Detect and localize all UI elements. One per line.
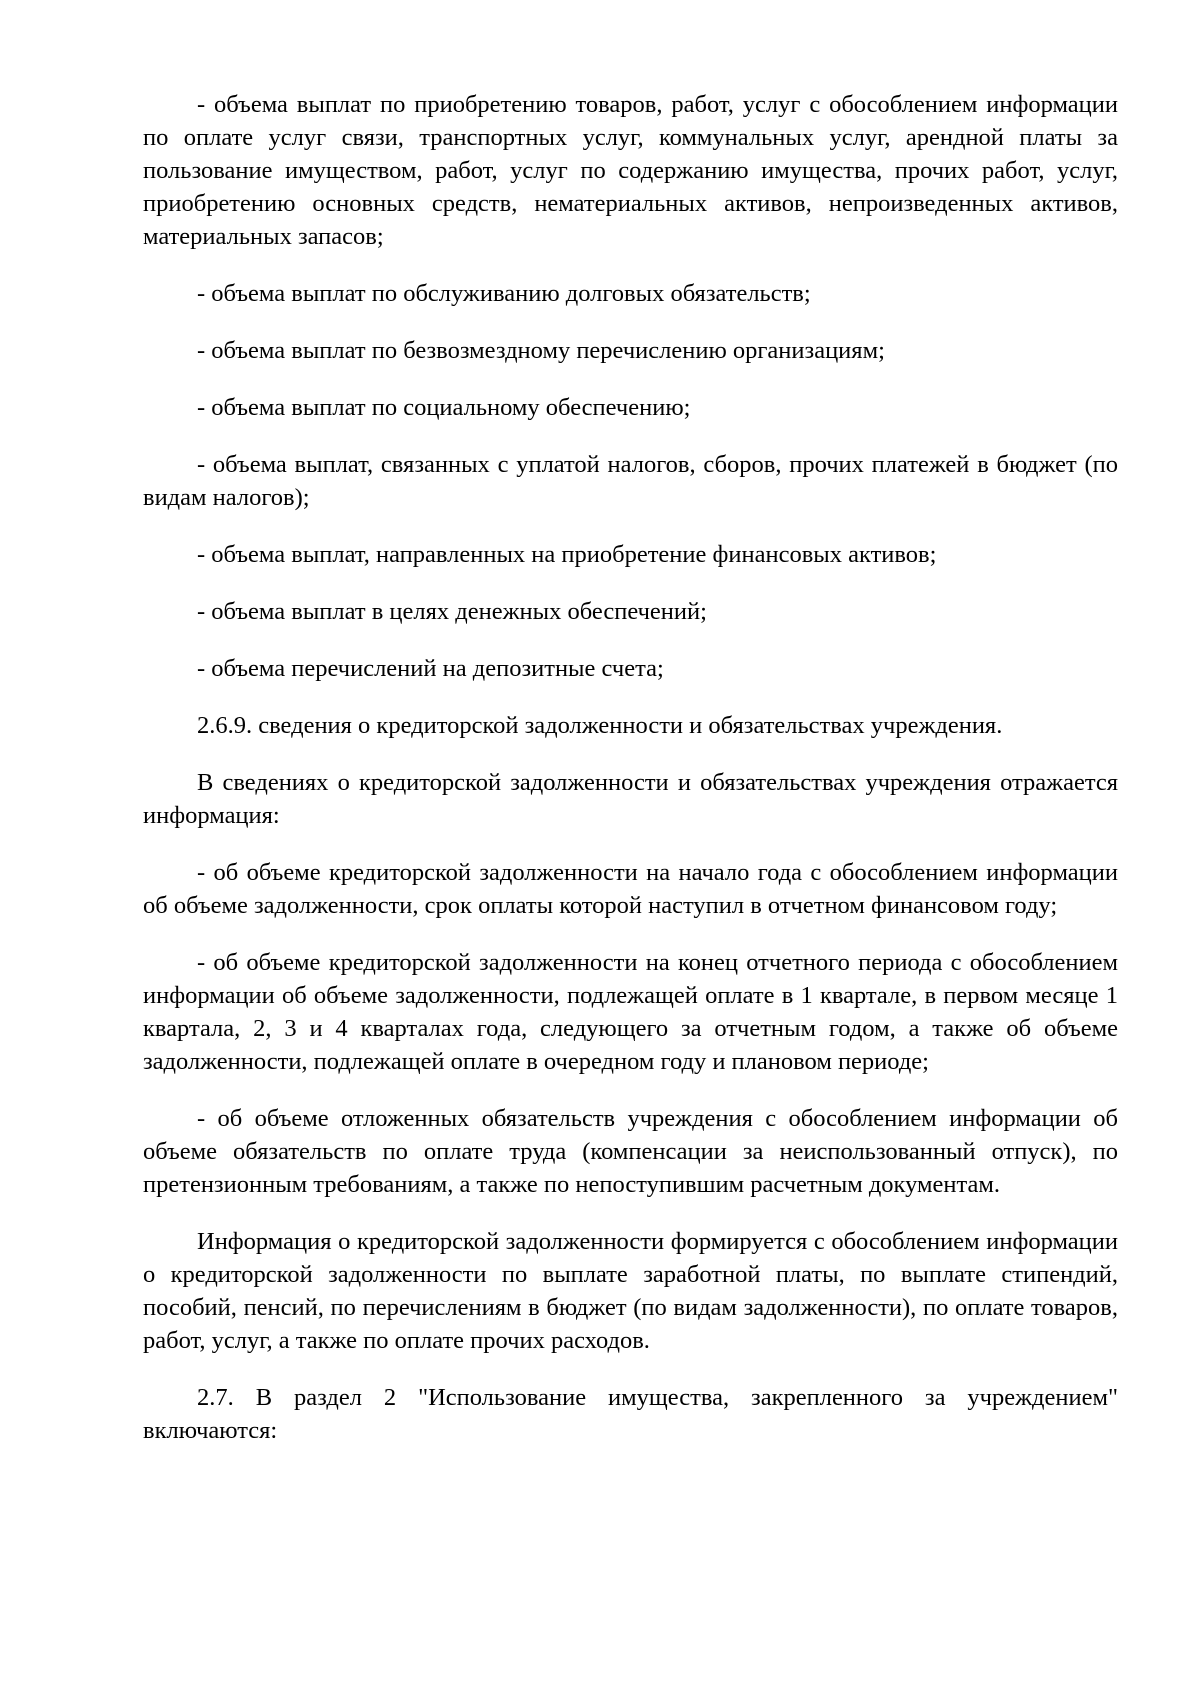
paragraph-financial-assets: - объема выплат, направленных на приобретение финансовых активов; xyxy=(197,541,937,568)
paragraph-payments-goods: - объема выплат по приобретению товаров, работ, услуг с обособлением информации по оплате услуг связи, транспортных услуг, коммунальных услуг, арендной платы за пользование имуществом, работ, услуг по содержанию имущества, прочих работ, услуг, приобретению основных средств, нематериальных активов, непроизведенных активов, материальных запасов; xyxy=(143,91,1118,250)
paragraph-payables-start-of-year: - об объеме кредиторской задолженности на начало года с обособлением информации об объеме задолженности, срок оплаты которой наступил в отчетном финансовом году; xyxy=(143,859,1118,919)
paragraph-social-security: - объема выплат по социальному обеспечению; xyxy=(197,394,691,421)
paragraph-payables-end-of-period: - об объеме кредиторской задолженности на конец отчетного периода с обособлением информации об объеме задолженности, подлежащей оплате в 1 квартале, в первом месяце 1 квартала, 2, 3 и 4 кварталах года, следующего за отчетным годом, а также об объеме задолженности, подлежащей оплате в очередном году и плановом периоде; xyxy=(143,949,1118,1075)
document-body xyxy=(143,88,1118,1471)
paragraph-gratuitous-transfers: - объема выплат по безвозмездному перечислению организациям; xyxy=(197,337,885,364)
paragraph-deferred-obligations: - об объеме отложенных обязательств учреждения с обособлением информации об объеме обязательств по оплате труда (компенсации за неиспользованный отпуск), по претензионным требованиям, а также по непоступившим расчетным документам. xyxy=(143,1105,1118,1198)
paragraph-cash-provisions: - объема выплат в целях денежных обеспечений; xyxy=(197,598,707,625)
paragraph-payables-intro: В сведениях о кредиторской задолженности и обязательствах учреждения отражается информация: xyxy=(143,769,1118,829)
paragraph-taxes: - объема выплат, связанных с уплатой налогов, сборов, прочих платежей в бюджет (по видам налогов); xyxy=(143,451,1118,511)
paragraph-debt-service: - объема выплат по обслуживанию долговых обязательств; xyxy=(197,280,811,307)
paragraph-deposit-accounts: - объема перечислений на депозитные счета; xyxy=(197,655,664,682)
paragraph-payables-breakdown: Информация о кредиторской задолженности формируется с обособлением информации о кредиторской задолженности по выплате заработной платы, по выплате стипендий, пособий, пенсий, по перечислениям в бюджет (по видам задолженности), по оплате товаров, работ, услуг, а также по оплате прочих расходов. xyxy=(143,1228,1118,1354)
section-heading-2-6-9: 2.6.9. сведения о кредиторской задолженности и обязательствах учреждения. xyxy=(197,712,1003,739)
section-heading-2-7: 2.7. В раздел 2 "Использование имущества, закрепленного за учреждением" включаются: xyxy=(143,1384,1118,1444)
